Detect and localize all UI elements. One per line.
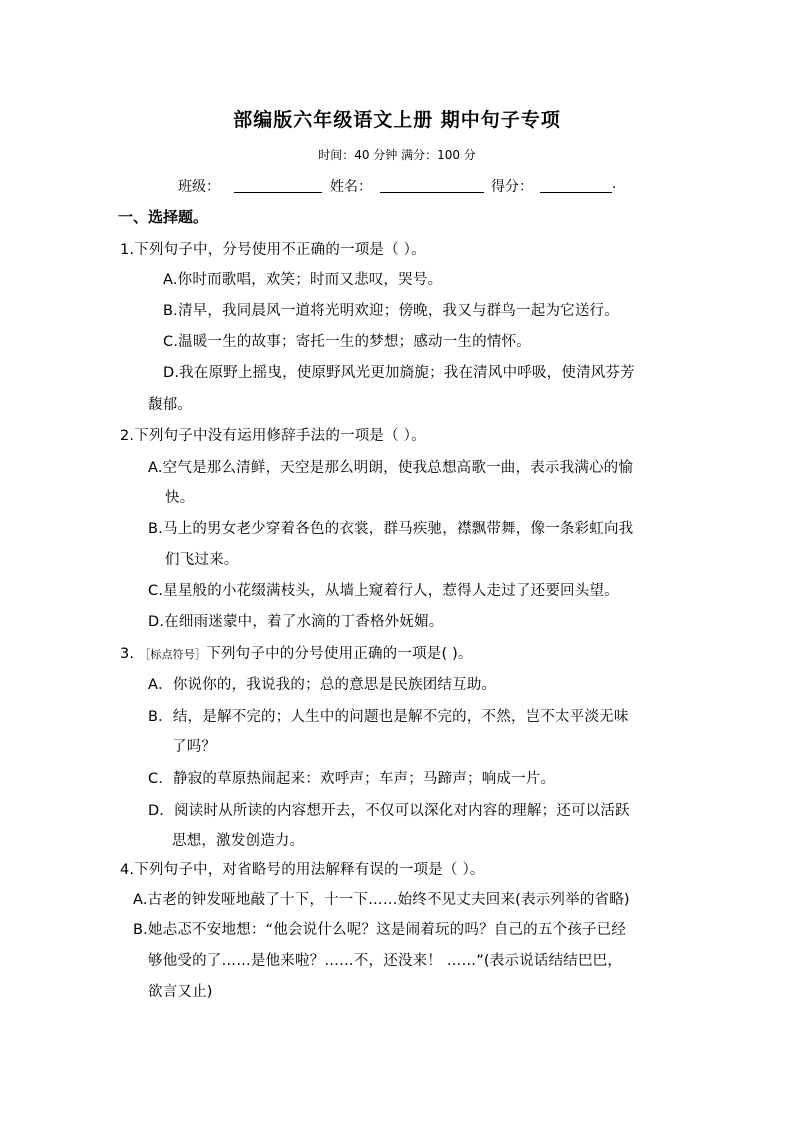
q2-option-b-cont: 们飞过来。 xyxy=(165,552,239,568)
q2-option-c: C.星星般的小花缀满枝头，从墙上窥着行人，惹得人走过了还要回头望。 xyxy=(148,583,619,599)
q1-option-c: C.温暖一生的故事；寄托一生的梦想；感动一生的情怀。 xyxy=(163,334,531,350)
score-blank[interactable] xyxy=(540,178,612,197)
q3-stem-line xyxy=(120,642,473,663)
q4-option-b: B.她忐忑不安地想：“他会说什么呢？这是闹着玩的吗？自己的五个孩子已经 xyxy=(133,922,627,938)
name-label: 姓名： xyxy=(330,179,372,195)
q2-option-b: B.马上的男女老少穿着各色的衣裳，群马疾驰，襟飘带舞，像一条彩虹向我 xyxy=(148,521,634,537)
score-label: 得分： xyxy=(491,179,533,195)
section-heading: 一、选择题。 xyxy=(118,208,209,226)
q3-stem: 下列句子中的分号使用正确的一项是( )。 xyxy=(206,646,473,662)
q4-option-b-cont: 够他受的了……是他来啦？……不，还没来！ ……”(表示说话结结巴巴， xyxy=(148,953,623,969)
q3-option-b-cont: 了吗？ xyxy=(172,739,217,755)
q1-option-a: A.你时而歌唱，欢笑；时而又悲叹，哭号。 xyxy=(163,272,443,288)
class-label: 班级： xyxy=(178,179,220,195)
q2-option-a-cont: 快。 xyxy=(165,490,195,506)
q3-number: 3. xyxy=(120,646,135,662)
q4-stem: 4.下列句子中，对省略号的用法解释有误的一项是（ ）。 xyxy=(120,862,485,878)
page-title: 部编版六年级语文上册 期中句子专项 xyxy=(233,109,561,131)
name-blank[interactable] xyxy=(380,178,484,197)
class-blank[interactable] xyxy=(234,178,322,197)
q2-option-d: D.在细雨迷蒙中，着了水滴的丁香格外妩媚。 xyxy=(148,614,444,630)
q3-option-b: B．结，是解不完的；人生中的问题也是解不完的，不然，岂不太平淡无味 xyxy=(148,709,629,725)
exam-meta: 时间：40 分钟 满分：100 分 xyxy=(318,148,476,162)
q1-option-d: D.我在原野上摇曳，使原野风光更加旖旎；我在清风中呼吸，使清风芬芳 xyxy=(163,365,635,381)
q2-stem: 2.下列句子中没有运用修辞手法的一项是（ ）。 xyxy=(120,428,426,444)
q1-stem: 1.下列句子中，分号使用不正确的一项是（ ）。 xyxy=(120,242,426,258)
q1-option-b: B.清早，我同晨风一道将光明欢迎；傍晚，我又与群鸟一起为它送行。 xyxy=(163,303,619,319)
q3-option-d-cont: 思想，激发创造力。 xyxy=(172,833,305,849)
info-end-dot: . xyxy=(612,176,617,192)
q3-tag: ［标点符号］ xyxy=(139,648,207,661)
q1-option-d-cont: 馥郁。 xyxy=(148,397,193,413)
q4-option-a: A.古老的钟发哑地敲了十下，十一下……始终不见丈夫回来(表示列举的省略) xyxy=(133,892,630,908)
q3-option-c: C．静寂的草原热闹起来：欢呼声；车声；马蹄声；响成一片。 xyxy=(148,771,556,787)
q3-option-d: D．阅读时从所读的内容想开去，不仅可以深化对内容的理解；还可以活跃 xyxy=(148,803,630,819)
q3-option-a: A．你说你的，我说我的；总的意思是民族团结互助。 xyxy=(148,677,497,693)
q2-option-a: A.空气是那么清鲜，天空是那么明朗，使我总想高歌一曲，表示我满心的愉 xyxy=(148,460,634,476)
q4-option-b-cont2: 欲言又止) xyxy=(148,984,213,1000)
